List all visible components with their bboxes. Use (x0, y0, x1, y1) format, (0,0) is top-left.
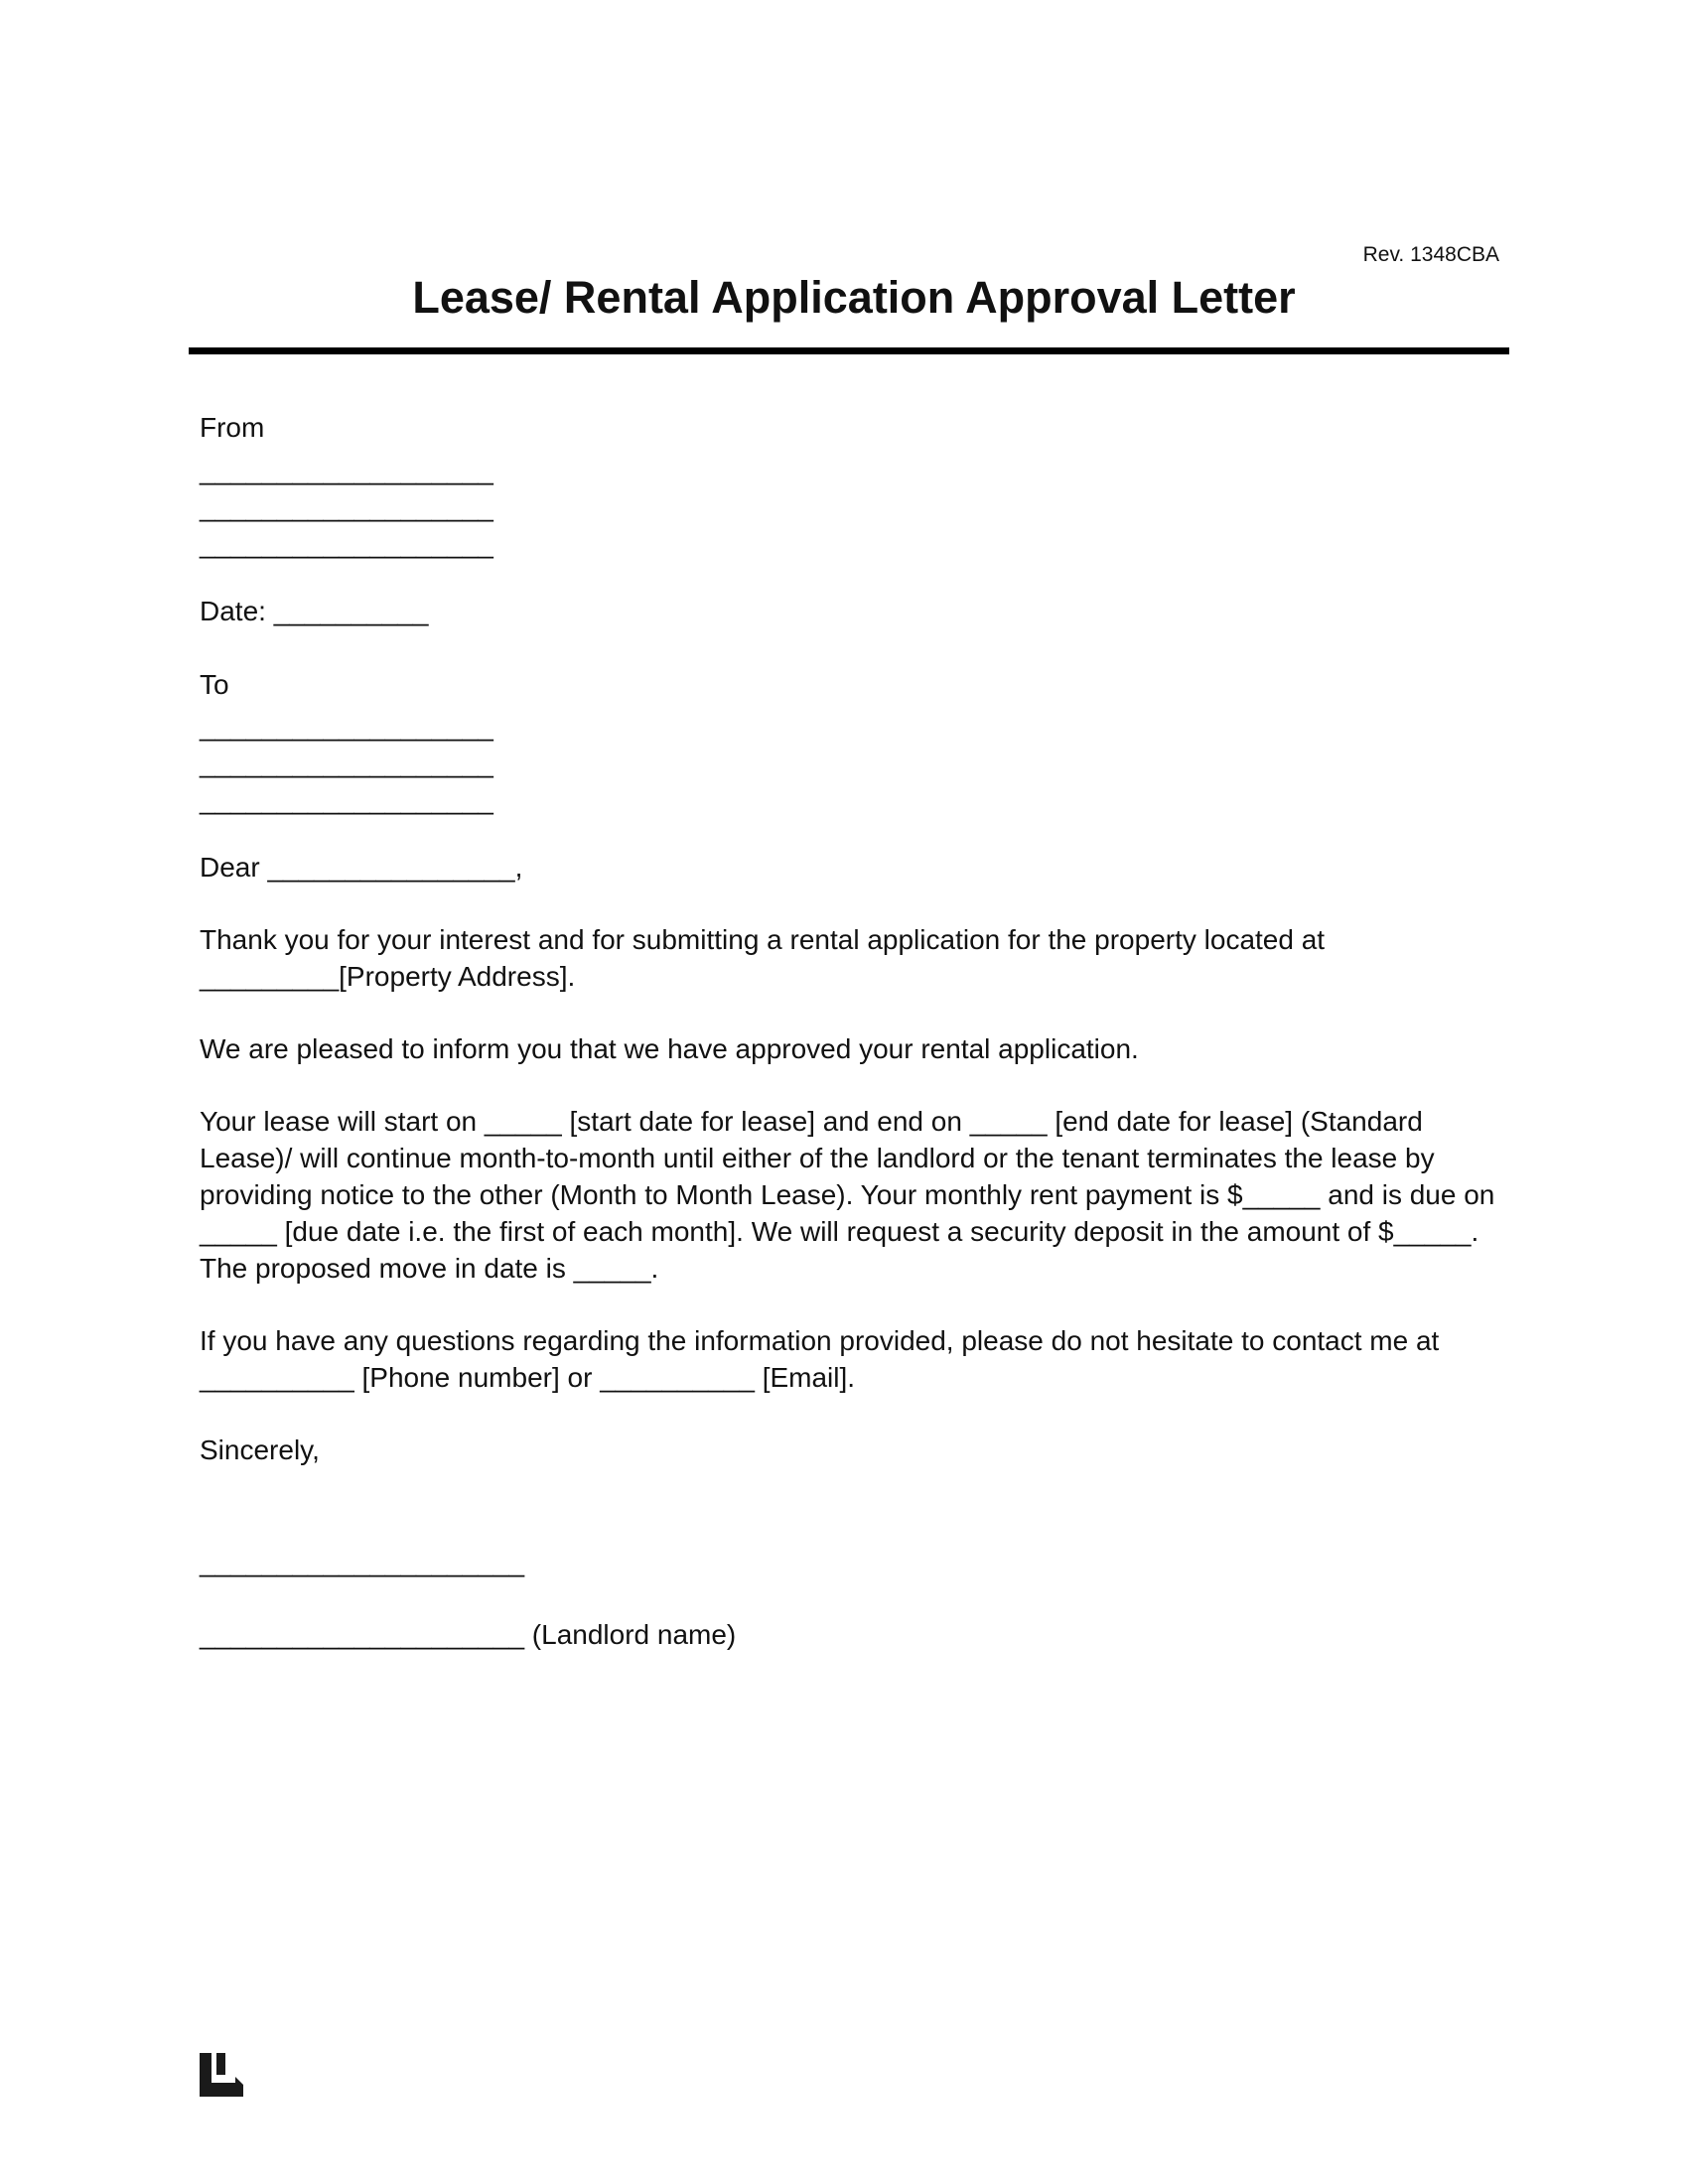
paragraph-3-line-4: _____ [due date i.e. the first of each month]. We will request a security deposit in the amount of $_____. (200, 1216, 1479, 1247)
document-title: Lease/ Rental Application Approval Letter (412, 272, 1296, 323)
from-line-2: ___________________ (200, 491, 493, 522)
to-line-2: ___________________ (200, 748, 493, 778)
paragraph-2: We are pleased to inform you that we have approved your rental application. (200, 1033, 1139, 1064)
document-logo-icon (200, 2053, 243, 2097)
from-label: From (200, 412, 265, 443)
paragraph-1-line-1: Thank you for your interest and for submitting a rental application for the property located at (200, 924, 1326, 955)
to-label: To (200, 669, 229, 700)
salutation: Dear ________________, (200, 852, 523, 883)
paragraph-1-line-2: _________[Property Address]. (200, 961, 576, 992)
title-divider (189, 347, 1509, 354)
paragraph-3-line-5: The proposed move in date is _____. (200, 1253, 659, 1284)
logo-fold (216, 2053, 225, 2075)
from-line-1: ___________________ (200, 455, 493, 485)
paragraph-4-line-1: If you have any questions regarding the information provided, please do not hesitate to contact me at (200, 1325, 1440, 1356)
paragraph-3-line-2: Lease)/ will continue month-to-month until either of the landlord or the tenant terminates the lease by (200, 1143, 1435, 1173)
signature-line: _____________________ (200, 1547, 525, 1577)
to-line-3: ___________________ (200, 784, 493, 815)
from-line-3: ___________________ (200, 528, 493, 559)
closing: Sincerely, (200, 1434, 320, 1465)
landlord-name-line: _____________________ (Landlord name) (200, 1619, 737, 1650)
date-field: Date: __________ (200, 596, 429, 626)
to-line-1: ___________________ (200, 711, 493, 742)
paragraph-3-line-1: Your lease will start on _____ [start date for lease] and end on _____ [end date for lease] (Standard (200, 1106, 1423, 1137)
revision-code: Rev. 1348CBA (1362, 243, 1499, 266)
paragraph-4-line-2: __________ [Phone number] or __________ [Email]. (200, 1362, 856, 1393)
paragraph-3-line-3: providing notice to the other (Month to Month Lease). Your monthly rent payment is $_____ and is due on (200, 1179, 1495, 1210)
